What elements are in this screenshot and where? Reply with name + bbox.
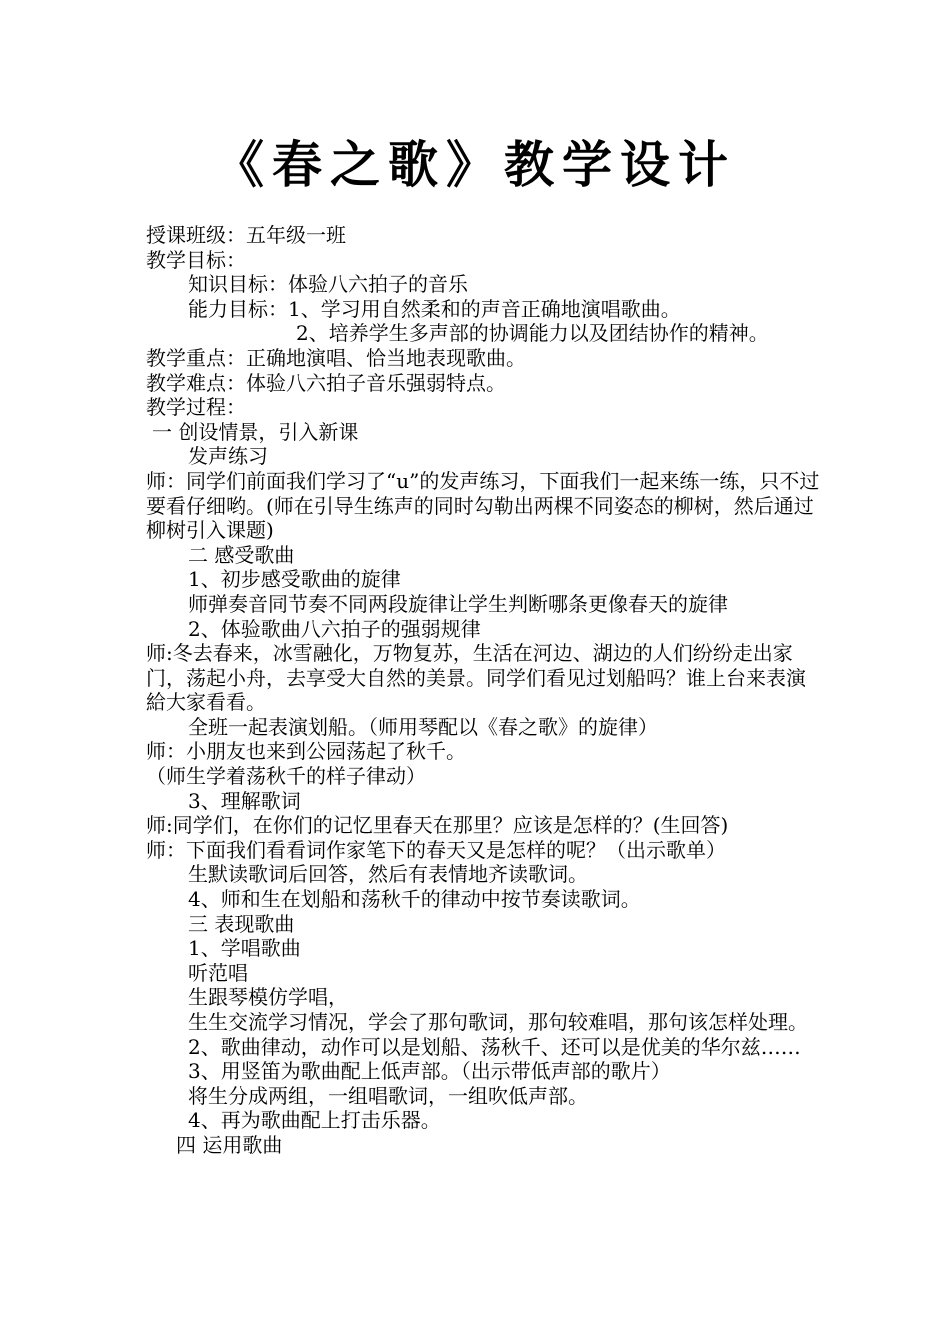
paragraph-line: 4、再为歌曲配上打击乐器。 [188, 1108, 441, 1133]
paragraph-line: 一 创设情景，引入新课 [152, 419, 359, 444]
paragraph-line: 师：同学们前面我们学习了“u”的发声练习，下面我们一起来练一练，只不过要看仔细哟。(师在引导生练声的同时勾勒出两棵不同姿态的柳树，然后通过柳树引入课题) [146, 468, 820, 543]
paragraph-line: 三 表现歌曲 [188, 911, 295, 936]
paragraph-line: 将生分成两组，一组唱歌词，一组吹低声部。 [188, 1083, 588, 1108]
paragraph-line: 授课班级：五年级一班 [146, 223, 346, 247]
paragraph-line: 教学重点：正确地演唱、恰当地表现歌曲。 [146, 345, 526, 370]
paragraph-line: 师弹奏音同节奏不同两段旋律让学生判断哪条更像春天的旋律 [188, 591, 728, 616]
paragraph-line: 3、用竖笛为歌曲配上低声部。（出示带低声部的歌片） [188, 1059, 671, 1084]
paragraph-line: 1、初步感受歌曲的旋律 [188, 567, 401, 592]
paragraph-line: 生跟琴模仿学唱， [188, 985, 348, 1010]
paragraph-line: 师：小朋友也来到公园荡起了秋千。 [146, 739, 466, 764]
paragraph-line: 听范唱 [188, 960, 248, 985]
paragraph-line: 教学难点：体验八六拍子音乐强弱特点。 [146, 370, 506, 395]
paragraph-line: 4、师和生在划船和荡秋千的律动中按节奏读歌词。 [188, 887, 641, 912]
paragraph-line: 生生交流学习情况，学会了那句歌词，那句较难唱，那句该怎样处理。 [188, 1010, 808, 1034]
paragraph-line: 二 感受歌曲 [188, 542, 295, 567]
paragraph-line: 2、培养学生多声部的协调能力以及团结协作的精神。 [296, 321, 769, 346]
paragraph-line: 2、歌曲律动，动作可以是划船、荡秋千、还可以是优美的华尔兹…… [188, 1034, 801, 1059]
document-body [146, 223, 824, 1158]
paragraph-line: 师：下面我们看看词作家笔下的春天又是怎样的呢？（出示歌单） [146, 837, 726, 862]
paragraph-line: 知识目标：体验八六拍子的音乐 [188, 272, 468, 297]
paragraph-line: 教学目标： [146, 247, 246, 272]
paragraph-line: 3、理解歌词 [188, 788, 301, 813]
paragraph-line: 能力目标：1、学习用自然柔和的声音正确地演唱歌曲。 [188, 296, 681, 321]
paragraph-line: 全班一起表演划船。（师用琴配以《春之歌》的旋律） [188, 714, 658, 739]
paragraph-line: 师:冬去春来，冰雪融化，万物复苏，生活在河边、湖边的人们纷纷走出家门，荡起小舟，去享受大自然的美景。同学们看见过划船吗？谁上台来表演給大家看看。 [146, 641, 806, 715]
document-title: 《春之歌》教学设计 [214, 136, 736, 194]
paragraph-line: 生默读歌词后回答，然后有表情地齐读歌词。 [188, 862, 588, 887]
paragraph-line: （师生学着荡秋千的样子律动） [146, 764, 426, 789]
paragraph-line: 1、学唱歌曲 [188, 936, 301, 961]
paragraph-line: 2、体验歌曲八六拍子的强弱规律 [188, 616, 481, 641]
paragraph-line: 教学过程： [146, 395, 246, 420]
paragraph-line: 发声练习 [188, 444, 268, 469]
paragraph-line: 四 运用歌曲 [176, 1132, 283, 1157]
paragraph-line: 师:同学们，在你们的记忆里春天在那里？应该是怎样的？(生回答) [146, 813, 729, 838]
